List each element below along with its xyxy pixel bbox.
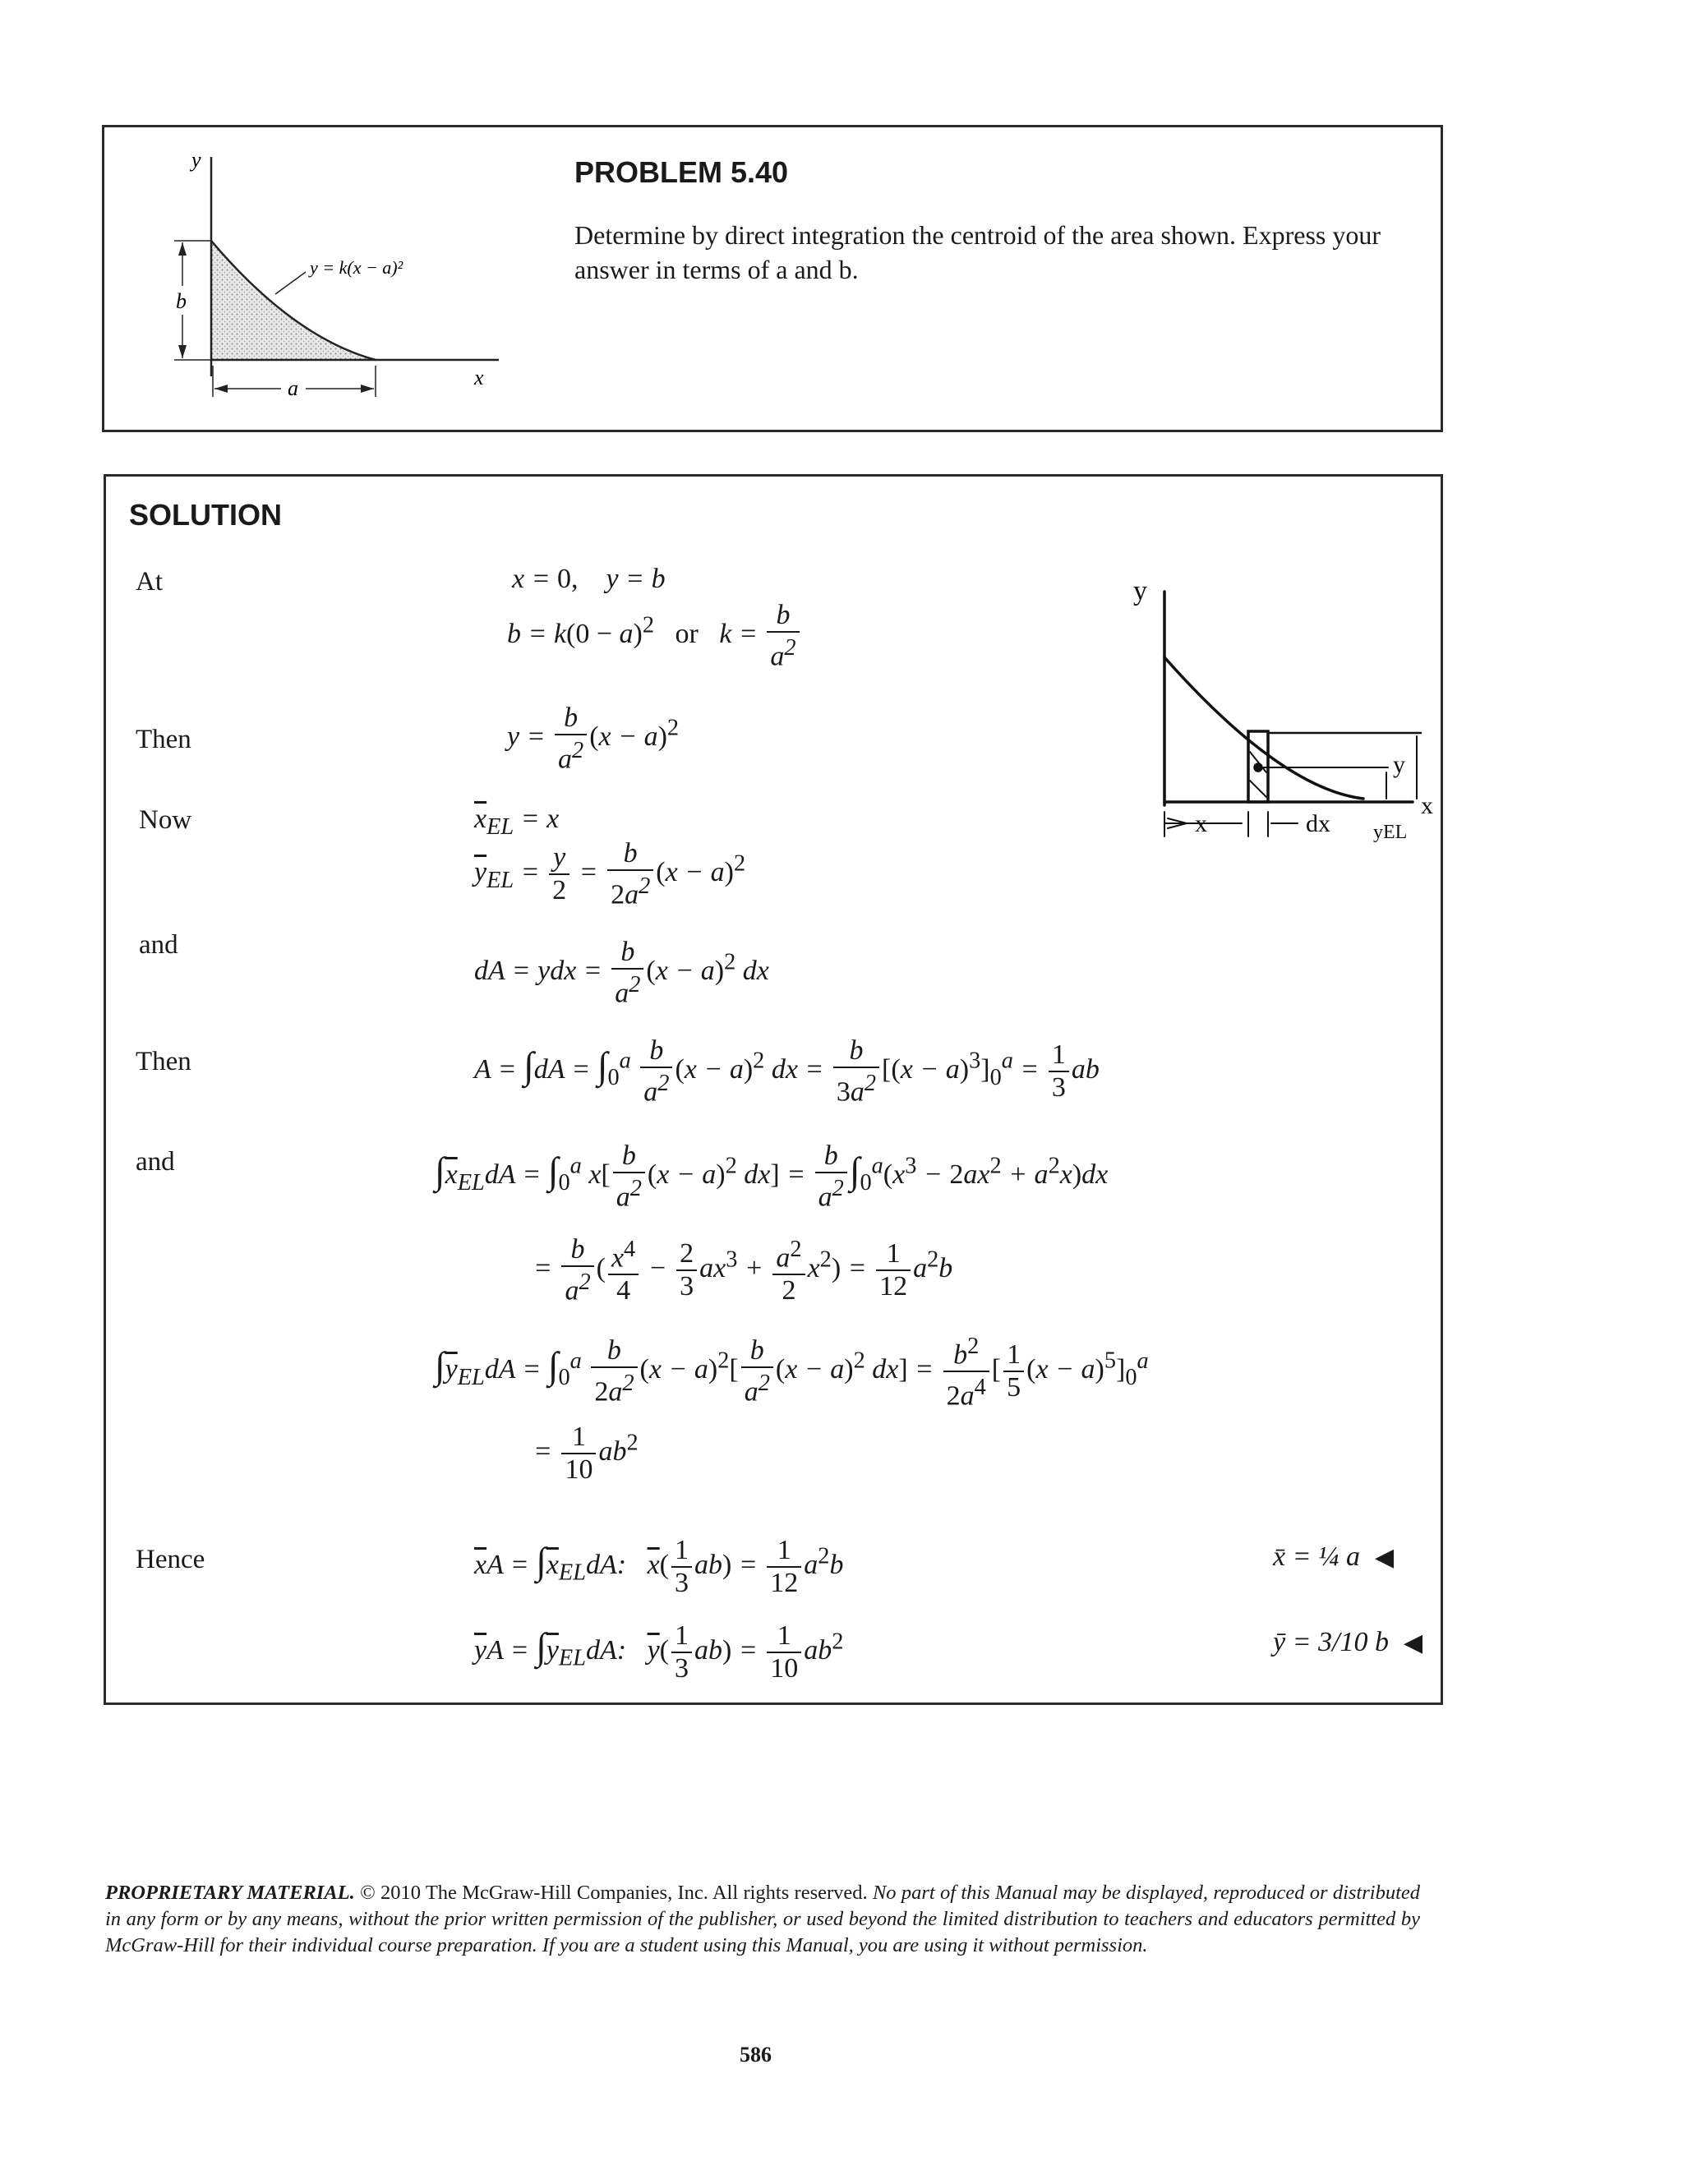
label-at: At [136, 567, 163, 597]
problem-box [102, 125, 1443, 432]
problem-statement: Determine by direct integration the centroid of the area shown. Express your answer in terms of a and b. [574, 220, 1381, 284]
footer-body: © 2010 The McGraw-Hill Companies, Inc. All rights reserved. [360, 1882, 868, 1904]
width-arrow-right [361, 385, 374, 393]
x-axis-label: x [474, 366, 484, 389]
element-sketch [1010, 567, 1437, 879]
eq-xbar: $\overline{x}A = \int\overline{x}_{EL}dA$: $\overline{x}$( $\frac{1}{3}$ ab) = $\frac{1}{12}$ $a^2b$ [474, 1535, 844, 1598]
eq-k: $b = k(0 - a)^2$ or k = $\frac{b}{a^2}$ [507, 600, 802, 672]
sketch-centroid-dot [1255, 764, 1261, 771]
sketch-curve [1164, 657, 1363, 799]
width-label: a [288, 376, 298, 400]
height-arrow-top [178, 242, 187, 256]
y-axis-label: y [191, 150, 201, 172]
solution-box [104, 474, 1443, 1705]
label-hence: Hence [136, 1545, 205, 1574]
eq-da: dA = ydx = $\frac{b}{a^2}$ $(x - a)^2$ dx [474, 937, 769, 1009]
sketch-y-dim-label: y [1393, 751, 1405, 778]
sketch-x-label: x [1421, 792, 1433, 819]
eq-boundary: x = 0, y = b [512, 564, 666, 594]
label-and-2: and [136, 1147, 175, 1177]
label-then-2: Then [136, 1047, 191, 1076]
width-arrow-left [214, 385, 228, 393]
page-number: 586 [740, 2043, 772, 2067]
answer-ybar [1273, 1627, 1422, 1658]
curve-leader [275, 272, 306, 294]
eq-qy-2: = $\frac{b}{a^2}$ ( $\frac{x^4}{4}$ − $\frac{2}{3}$ $ax^3$ + $\frac{a^2}{2}$ $x^2$) = $\frac{1}{12}$ $a^2b$ [533, 1234, 953, 1306]
eq-area: $A = \int dA = \int_0^a$ $\frac{b}{a^2}$ $(x - a)^2$ dx = $\frac{b}{3a^2}$ $[(x - a)^3]_0^a$ = $\frac{1}{3}$ ab [474, 1035, 1100, 1108]
sketch-dx-label: dx [1306, 810, 1330, 837]
sketch-hatch-2 [1250, 781, 1266, 797]
answer-xbar-text: x̄ = ¼ a [1273, 1541, 1361, 1572]
label-and-1: and [139, 930, 178, 960]
answer-marker-icon: ◀ [1375, 1544, 1395, 1571]
eq-qy-1: $\int\overline{x}_{EL}dA = \int_0^a$ x[ $\frac{b}{a^2}$ $(x - a)^2$ dx] = $\frac{b}{a^2}$ $\int_0^a(x^3 - 2ax^2 + a^2x)dx$ [435, 1140, 1109, 1213]
eq-yel: $\overline{y}_{EL}$ = $\frac{y}{2}$ = $\frac{b}{2a^2}$ $(x - a)^2$ [474, 838, 746, 910]
solution-title: SOLUTION [129, 498, 282, 532]
footer-lead: PROPRIETARY MATERIAL. [105, 1882, 355, 1904]
height-label: b [176, 289, 187, 313]
problem-figure [137, 150, 515, 413]
footer-notice: No part of this Manual may be displayed, reproduced or distributed in any form or by any means, without the prior written permission of the publisher, or used beyond the limited distribution to teachers and educators permitted by McGraw-Hill for their individual course preparation. If you are a student using this Manual, you are using it without permission. [105, 1882, 1421, 1956]
eq-qx-1: $\int\overline{y}_{EL}dA = \int_0^a$ $\frac{b}{2a^2}$ $(x - a)^2$[ $\frac{b}{a^2}$ $(x - a)^2$ dx] = $\frac{b^2}{2a^4}$ [ $\frac{1}{5}$ $(x - a)^5]_0^a$ [435, 1331, 1149, 1412]
label-then-1: Then [136, 725, 191, 754]
answer-marker-icon: ◀ [1403, 1629, 1423, 1656]
copyright-footer [105, 1880, 1420, 1959]
label-now: Now [139, 805, 192, 835]
sketch-yel-label: yEL [1373, 822, 1408, 843]
eq-qx-2: = $\frac{1}{10}$ $ab^2$ [533, 1421, 639, 1485]
curve-label: y = k(x − a)² [310, 257, 403, 278]
sketch-x-dim-label: x [1195, 810, 1207, 837]
eq-ybar: $\overline{y}A = \int\overline{y}_{EL}dA$: $\overline{y}$( $\frac{1}{3}$ ab) = $\frac{1}{10}$ $ab^2$ [474, 1620, 844, 1684]
eq-curve: y = $\frac{b}{a^2}$ $(x - a)^2$ [507, 703, 680, 775]
answer-ybar-text: ȳ = 3/10 b [1273, 1627, 1389, 1657]
height-arrow-bottom [178, 345, 187, 358]
sketch-y-label: y [1133, 576, 1147, 606]
problem-title: PROBLEM 5.40 [574, 155, 789, 189]
answer-xbar [1273, 1541, 1394, 1573]
eq-xel: $\overline{x}_{EL} = x$ [474, 804, 560, 840]
